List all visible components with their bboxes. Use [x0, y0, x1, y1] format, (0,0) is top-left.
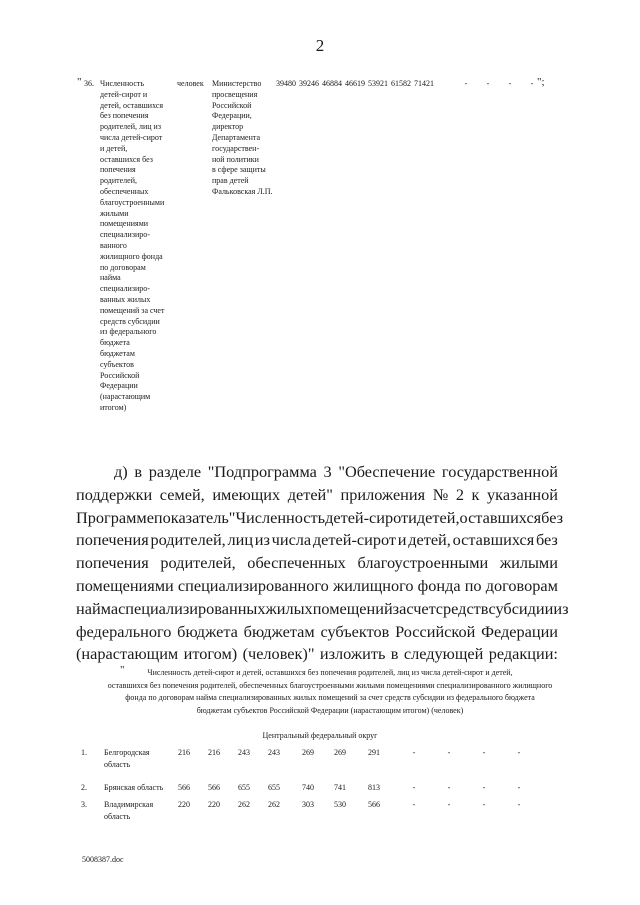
region-name-line: Владимирская — [104, 800, 154, 809]
responsible-line: Департамента — [212, 132, 261, 142]
value-cell: 39480 — [276, 79, 296, 88]
responsible-line: в сфере защиты — [212, 165, 266, 175]
paragraph-line: Программе показатель "Численность детей-сирот и детей, оставшихся без — [76, 507, 564, 527]
region-name — [104, 782, 174, 794]
indicator-line: средств субсидии — [100, 316, 160, 326]
value-cell: 530 — [334, 800, 346, 809]
table-heading — [100, 667, 560, 717]
indicator-line: Федерации — [100, 381, 138, 391]
value-cell: 269 — [302, 748, 314, 757]
value-cell: 566 — [208, 783, 220, 792]
row-number: 2. — [81, 783, 87, 792]
table-heading-line: фонда по договорам найма специализированных жилых помещений за счет средств субсидии из федерального бюджета — [125, 693, 535, 702]
value-cell: 46619 — [345, 79, 365, 88]
doc-footer: 5008387.doc — [82, 855, 124, 864]
table-heading-line: оставшихся без попечения родителей, обеспеченных благоустроенными жилыми помещениями специализированного жилищного — [107, 680, 553, 690]
row-number: 3. — [81, 800, 87, 809]
region-name-line: Брянская область — [104, 783, 164, 792]
indicator-line: оставшихся без — [100, 154, 153, 164]
paragraph-line: попечения родителей, обеспеченных благоустроенными жилыми — [76, 553, 558, 573]
responsible-line: просвещения — [212, 89, 258, 99]
indicator-line: помещений за счет — [100, 305, 165, 315]
indicator-line: из федерального — [100, 327, 157, 337]
value-cell: 216 — [208, 748, 220, 757]
region-name-line: область — [104, 812, 131, 821]
region-heading: Центральный федеральный округ — [262, 731, 378, 740]
paragraph-line: федерального бюджета бюджетам субъектов Российской Федерации — [76, 621, 558, 641]
value-cell: - — [412, 800, 416, 809]
indicator-line: помещениями — [100, 219, 149, 229]
region-name-line: область — [104, 760, 131, 769]
value-cell: 71421 — [414, 79, 434, 88]
paragraph-line: д) в разделе "Подпрограмма 3 "Обеспечение государственной — [114, 462, 558, 481]
value-cell: - — [482, 748, 486, 757]
responsible-line: директор — [212, 122, 244, 132]
amendment-paragraph — [76, 461, 569, 666]
value-cell: 61582 — [391, 79, 411, 88]
indicator-line: бюджетам — [100, 348, 135, 358]
responsible-line: Федерации, — [212, 111, 252, 121]
indicator-line: и детей, — [100, 143, 128, 153]
region-name — [104, 799, 174, 823]
indicator-line: детей, оставшихся — [100, 100, 164, 110]
value-cell: - — [447, 783, 451, 792]
value-cell: 741 — [334, 783, 346, 792]
value-cell: 269 — [334, 748, 346, 757]
region-name — [104, 747, 174, 771]
value-cell: 655 — [268, 783, 280, 792]
table-heading-line: Численность детей-сирот и детей, оставшихся без попечения родителей, лиц из числа детей-сирот и детей, — [147, 668, 513, 677]
indicator-line: ванных жилых — [100, 294, 151, 304]
row-number: 1. — [81, 748, 87, 757]
paragraph-line: (нарастающим итогом) (человек)" изложить в следующей редакции: — [76, 644, 558, 664]
table-open-quote: " — [120, 664, 125, 676]
paragraph-line: попечения родителей, лиц из числа детей-сирот и детей, оставшихся без — [76, 530, 558, 550]
indicator-line: бюджета — [100, 338, 130, 348]
dash-cell: - — [464, 79, 468, 88]
value-cell: - — [482, 783, 486, 792]
indicator-line: специализиро- — [100, 284, 150, 294]
close-quote: "; — [537, 76, 545, 88]
indicator-line: (нарастающим — [100, 392, 151, 402]
responsible-line: Российской — [212, 100, 252, 110]
paragraph-line: помещениями специализированного жилищного фонда по договорам — [76, 575, 558, 595]
indicator-line: родителей, лиц из — [100, 122, 161, 132]
value-cell: 303 — [302, 800, 314, 809]
indicator-line: по договорам — [100, 262, 146, 272]
dash-cell: - — [508, 79, 512, 88]
responsible-line: Министерство — [212, 79, 262, 88]
indicator-line: итогом) — [100, 402, 127, 412]
indicator-line: обеспеченных — [100, 186, 149, 196]
dash-cell: - — [530, 79, 534, 88]
value-cell: 39246 — [299, 79, 319, 88]
page-number: 2 — [315, 36, 325, 55]
indicator-line: детей-сирот и — [100, 89, 148, 99]
value-cell: - — [482, 800, 486, 809]
value-cell: 53921 — [368, 79, 388, 88]
value-cell: 220 — [178, 800, 190, 809]
indicator-line: попечения — [100, 165, 136, 175]
paragraph-line: поддержки семей, имеющих детей" приложения № 2 к указанной — [76, 484, 558, 504]
responsible-line: прав детей — [212, 176, 249, 186]
indicator-line: родителей, — [100, 176, 137, 186]
value-cell: 216 — [178, 748, 190, 757]
value-cell: 740 — [302, 783, 314, 792]
row36-values — [276, 79, 437, 88]
value-cell: 46884 — [322, 79, 342, 88]
indicator-line: ванного — [100, 240, 127, 250]
indicator-line: числа детей-сирот — [100, 132, 163, 142]
indicator-line: найма — [100, 273, 121, 283]
row-number: 36. — [84, 79, 94, 88]
indicator-line: жилыми — [100, 208, 129, 218]
value-cell: 220 — [208, 800, 220, 809]
indicator-line: без попечения — [100, 111, 149, 121]
value-cell: 566 — [368, 800, 380, 809]
indicator-line: специализиро- — [100, 230, 150, 240]
value-cell: 243 — [268, 748, 280, 757]
indicator-name — [100, 79, 174, 414]
unit-cell: человек — [177, 79, 204, 88]
indicator-line: благоустроенными — [100, 197, 165, 207]
value-cell: - — [447, 748, 451, 757]
paragraph-line: найма специализированных жилых помещений за счет средств субсидии из — [76, 598, 569, 618]
value-cell: - — [517, 783, 521, 792]
responsible-cell — [212, 79, 284, 198]
value-cell: - — [517, 748, 521, 757]
value-cell: 813 — [368, 783, 380, 792]
responsible-line: Фальковская Л.П. — [212, 186, 273, 196]
responsible-line: ной политики — [212, 154, 259, 164]
indicator-line: субъектов — [100, 359, 134, 369]
value-cell: 566 — [178, 783, 190, 792]
open-quote: " — [77, 76, 82, 88]
indicator-line: Численность — [100, 79, 145, 88]
value-cell: - — [517, 800, 521, 809]
dash-cell: - — [486, 79, 490, 88]
value-cell: 243 — [238, 748, 250, 757]
value-cell: - — [447, 800, 451, 809]
value-cell: 291 — [368, 748, 380, 757]
table-heading-line: бюджетам субъектов Российской Федерации (нарастающим итогом) (человек) — [196, 705, 464, 715]
value-cell: - — [412, 783, 416, 792]
region-name-line: Белгородская — [104, 748, 150, 757]
value-cell: 655 — [238, 783, 250, 792]
responsible-line: государствен- — [212, 143, 260, 153]
value-cell: 262 — [238, 800, 250, 809]
value-cell: - — [412, 748, 416, 757]
indicator-line: жилищного фонда — [100, 251, 163, 261]
indicator-line: Российской — [100, 370, 140, 380]
row36-dashes — [455, 79, 543, 88]
value-cell: 262 — [268, 800, 280, 809]
